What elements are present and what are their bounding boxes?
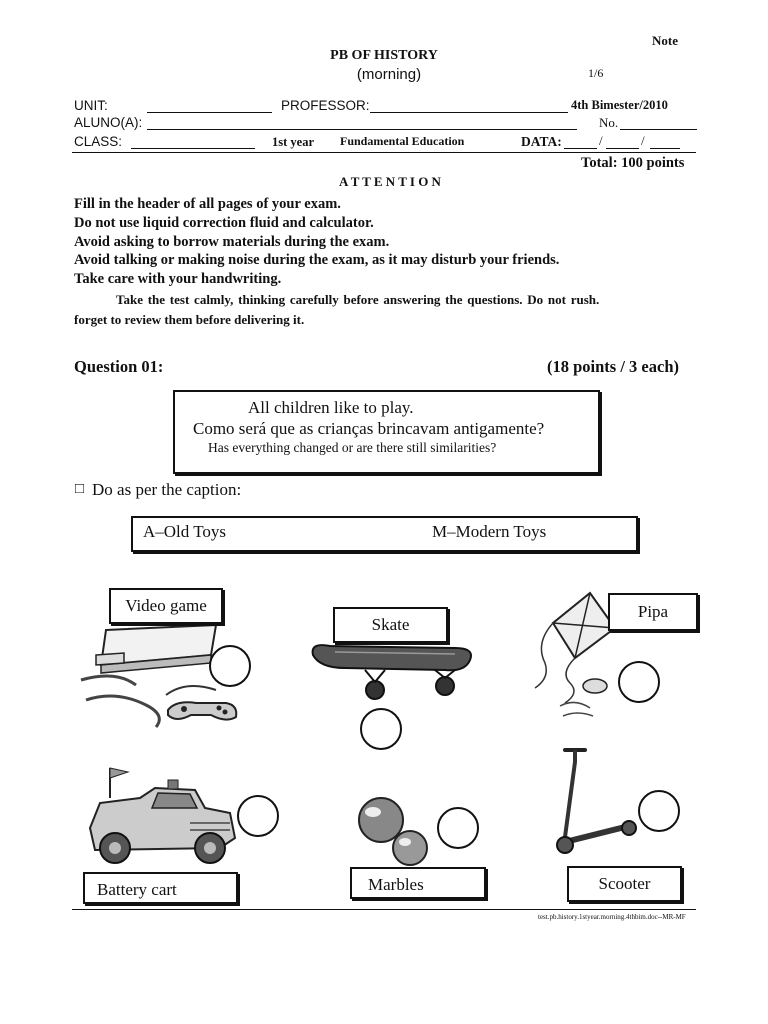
caption-modern-toys: M–Modern Toys (432, 522, 547, 541)
date-day-field[interactable] (564, 134, 597, 149)
page-number: 1/6 (588, 66, 604, 80)
prompt-line: All children like to play. (248, 398, 414, 417)
page-subtitle: (morning) (356, 66, 422, 83)
scooter-illustration (545, 742, 645, 862)
answer-circle-battery-cart[interactable] (237, 795, 279, 837)
number-field[interactable] (620, 115, 697, 130)
header-rule (72, 152, 696, 153)
caption-old-toys: A–Old Toys (143, 522, 227, 541)
question-points: (18 points / 3 each) (547, 357, 679, 376)
attention-paragraph: forget to review them before delivering it. (74, 312, 305, 327)
label-skate: Skate (333, 607, 448, 643)
year-label: 1st year (272, 135, 314, 149)
total-points: Total: 100 points (581, 155, 685, 171)
date-year-field[interactable] (650, 134, 680, 149)
battery-cart-illustration (80, 758, 245, 868)
label-scooter: Scooter (567, 866, 682, 902)
class-field[interactable] (131, 134, 255, 149)
unit-label: UNIT: (74, 98, 108, 113)
question-label: Question 01: (74, 357, 164, 376)
student-field[interactable] (147, 115, 577, 130)
footer-filename: test.pb.history.1styear.morning.4thbim.doc--MR-MF (538, 913, 686, 921)
answer-circle-video-game[interactable] (209, 645, 251, 687)
label-battery-cart: Battery cart (83, 872, 238, 904)
class-label: CLASS: (74, 134, 123, 149)
label-pipa: Pipa (608, 593, 698, 631)
prompt-line: Has everything changed or are there still similarities? (208, 440, 497, 455)
answer-circle-scooter[interactable] (638, 790, 680, 832)
prompt-line: Como será que as crianças brincavam antigamente? (193, 419, 545, 438)
answer-circle-marbles[interactable] (437, 807, 479, 849)
label-marbles: Marbles (350, 867, 486, 899)
attention-item: Do not use liquid correction fluid and calculator. (74, 215, 374, 231)
answer-circle-skate[interactable] (360, 708, 402, 750)
date-label: DATA: (521, 134, 562, 149)
attention-item: Fill in the header of all pages of your exam. (74, 196, 341, 212)
page-title: PB OF HISTORY (330, 48, 438, 63)
student-label: ALUNO(A): (74, 115, 143, 130)
attention-title: A T T E N T I O N (339, 174, 441, 189)
attention-item: Take care with your handwriting. (74, 271, 282, 287)
bimester-label: 4th Bimester/2010 (571, 98, 668, 112)
attention-paragraph: Take the test calmly, thinking carefully before answering the questions. Do not rush. (116, 292, 600, 307)
footer-rule (72, 909, 696, 910)
attention-item: Avoid talking or making noise during the exam, as it may disturb your friends. (74, 252, 560, 268)
answer-circle-pipa[interactable] (618, 661, 660, 703)
number-label: No. (599, 115, 619, 130)
instruction-text: Do as per the caption: (92, 480, 242, 499)
attention-item: Avoid asking to borrow materials during the exam. (74, 234, 390, 250)
date-month-field[interactable] (606, 134, 639, 149)
checkbox-icon: □ (75, 481, 85, 497)
professor-field[interactable] (370, 98, 568, 113)
note-label: Note (652, 33, 678, 48)
marbles-illustration (355, 790, 435, 870)
education-label: Fundamental Education (340, 134, 465, 148)
date-separator: / (599, 133, 603, 148)
label-video-game: Video game (109, 588, 223, 624)
professor-label: PROFESSOR: (281, 98, 370, 113)
unit-field[interactable] (147, 98, 272, 113)
date-separator: / (641, 133, 645, 148)
